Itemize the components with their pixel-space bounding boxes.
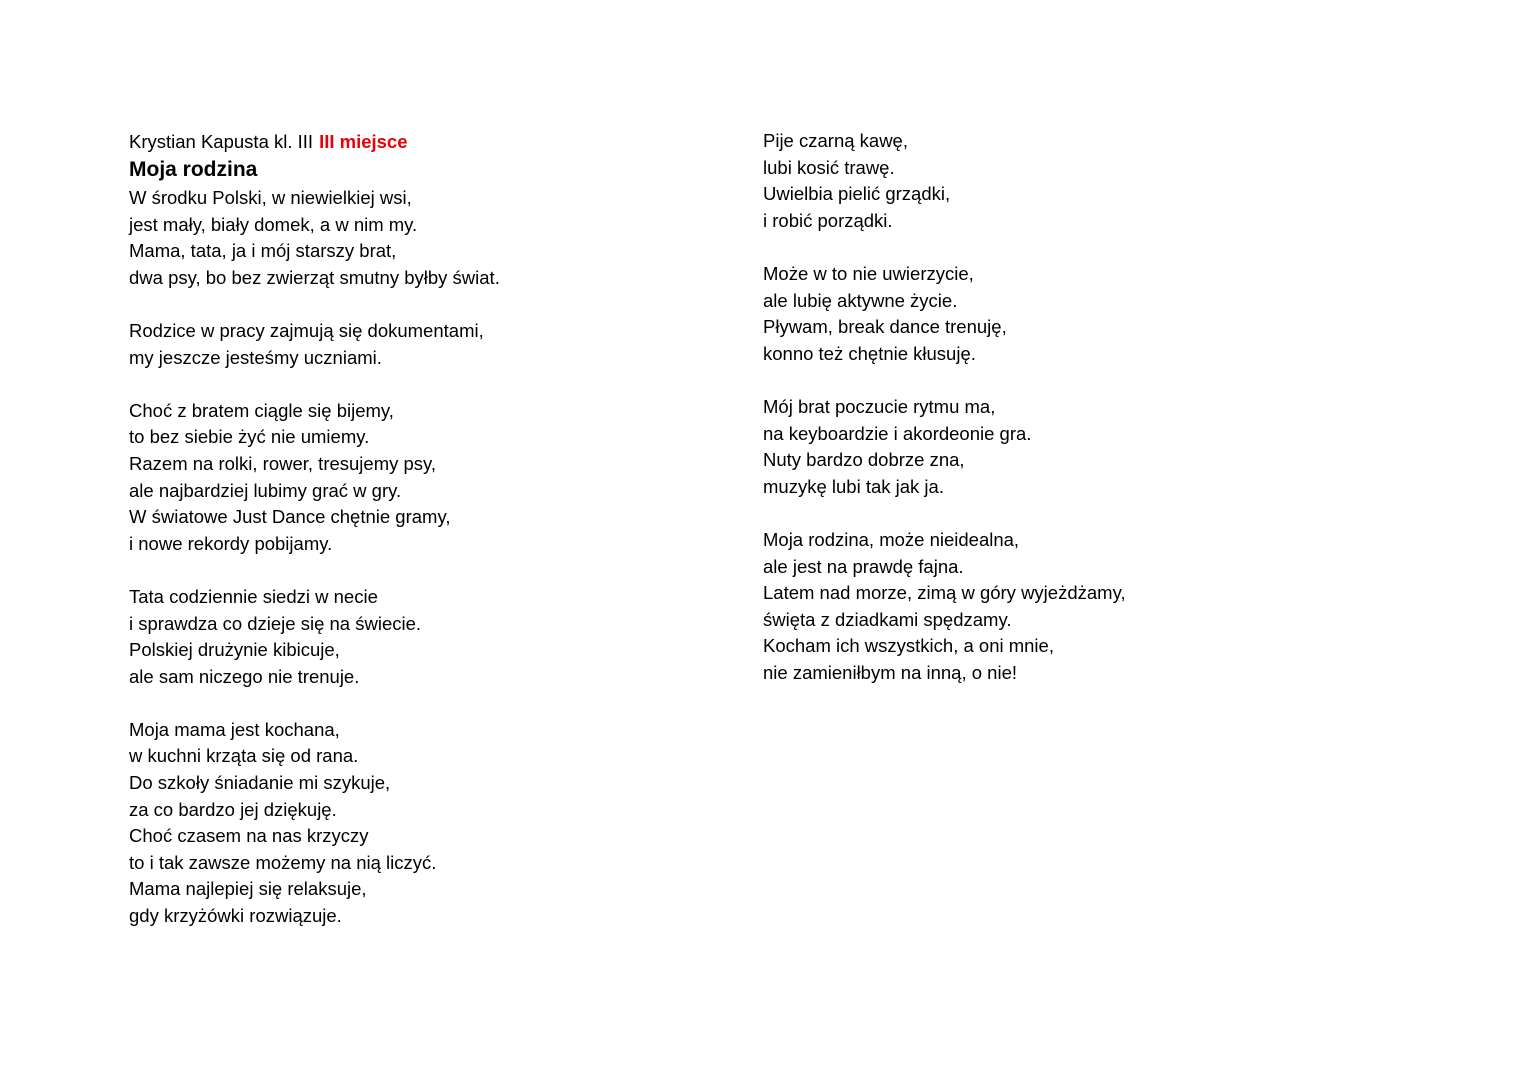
poem-line: my jeszcze jesteśmy uczniami. bbox=[129, 346, 382, 368]
stanza bbox=[763, 128, 1403, 234]
poem-line: dwa psy, bo bez zwierząt smutny byłby świat. bbox=[129, 266, 500, 288]
left-column bbox=[129, 128, 709, 956]
poem-line: święta z dziadkami spędzamy. bbox=[763, 608, 1012, 630]
poem-line: Moja mama jest kochana, bbox=[129, 718, 340, 740]
poem-line: i robić porządki. bbox=[763, 209, 893, 231]
right-column bbox=[763, 128, 1403, 713]
poem-line: ale najbardziej lubimy grać w gry. bbox=[129, 479, 402, 501]
poem-line: ale lubię aktywne życie. bbox=[763, 289, 958, 311]
poem-line: to i tak zawsze możemy na nią liczyć. bbox=[129, 851, 437, 873]
stanza bbox=[129, 318, 709, 371]
poem-line: Polskiej drużynie kibicuje, bbox=[129, 639, 340, 661]
poem-line: Mama najlepiej się relaksuje, bbox=[129, 878, 367, 900]
poem-line: nie zamieniłbym na inną, o nie! bbox=[763, 661, 1018, 683]
poem-line: Latem nad morze, zimą w góry wyjeżdżamy, bbox=[763, 582, 1126, 604]
poem-title: Moja rodzina bbox=[129, 158, 258, 181]
poem-line: Razem na rolki, rower, tresujemy psy, bbox=[129, 452, 437, 474]
poem-line: Moja rodzina, może nieidealna, bbox=[763, 528, 1020, 550]
poem-line: ale jest na prawdę fajna. bbox=[763, 555, 964, 577]
poem-line: Rodzice w pracy zajmują się dokumentami, bbox=[129, 319, 484, 341]
author-name: Krystian Kapusta kl. III bbox=[129, 131, 314, 152]
poem-line: muzykę lubi tak jak ja. bbox=[763, 475, 944, 497]
poem-line: Pije czarną kawę, bbox=[763, 130, 908, 151]
stanza bbox=[129, 185, 709, 291]
author-line bbox=[129, 128, 709, 156]
left-stanzas bbox=[129, 185, 709, 930]
poem-line: w kuchni krząta się od rana. bbox=[129, 745, 359, 767]
poem-line: Choć z bratem ciągle się bijemy, bbox=[129, 399, 394, 421]
poem-line: Kocham ich wszystkich, a oni mnie, bbox=[763, 635, 1054, 657]
poem-line: Nuty bardzo dobrze zna, bbox=[763, 449, 965, 471]
poem-line: Tata codziennie siedzi w necie bbox=[129, 585, 378, 607]
poem-line: Pływam, break dance trenuję, bbox=[763, 316, 1007, 338]
poem-line: to bez siebie żyć nie umiemy. bbox=[129, 426, 370, 448]
poem-line: za co bardzo jej dziękuję. bbox=[129, 798, 337, 820]
stanza bbox=[763, 394, 1403, 500]
poem-line: ale sam niczego nie trenuje. bbox=[129, 665, 360, 687]
poem-line: jest mały, biały domek, a w nim my. bbox=[129, 213, 418, 235]
poem-line: lubi kosić trawę. bbox=[763, 156, 895, 178]
poem-line: konno też chętnie kłusuję. bbox=[763, 342, 976, 364]
poem-line: Do szkoły śniadanie mi szykuje, bbox=[129, 772, 391, 794]
stanza bbox=[129, 717, 709, 930]
poem-line: i nowe rekordy pobijamy. bbox=[129, 532, 333, 554]
stanza bbox=[763, 527, 1403, 687]
stanza bbox=[129, 584, 709, 690]
poem-line: Uwielbia pielić grządki, bbox=[763, 183, 951, 205]
poem-line: na keyboardzie i akordeonie gra. bbox=[763, 422, 1032, 444]
right-stanzas bbox=[763, 128, 1403, 686]
stanza bbox=[763, 261, 1403, 367]
poem-line: Mój brat poczucie rytmu ma, bbox=[763, 395, 996, 417]
poem-line: Choć czasem na nas krzyczy bbox=[129, 825, 369, 847]
poem-line: i sprawdza co dzieje się na świecie. bbox=[129, 612, 422, 634]
poem-line: W środku Polski, w niewielkiej wsi, bbox=[129, 187, 412, 208]
poem-line: Może w to nie uwierzycie, bbox=[763, 262, 974, 284]
poem-line: Mama, tata, ja i mój starszy brat, bbox=[129, 240, 397, 262]
poem-line: gdy krzyżówki rozwiązuje. bbox=[129, 905, 342, 927]
place-label: III miejsce bbox=[319, 131, 408, 152]
stanza bbox=[129, 398, 709, 558]
poem-line: W światowe Just Dance chętnie gramy, bbox=[129, 506, 451, 528]
